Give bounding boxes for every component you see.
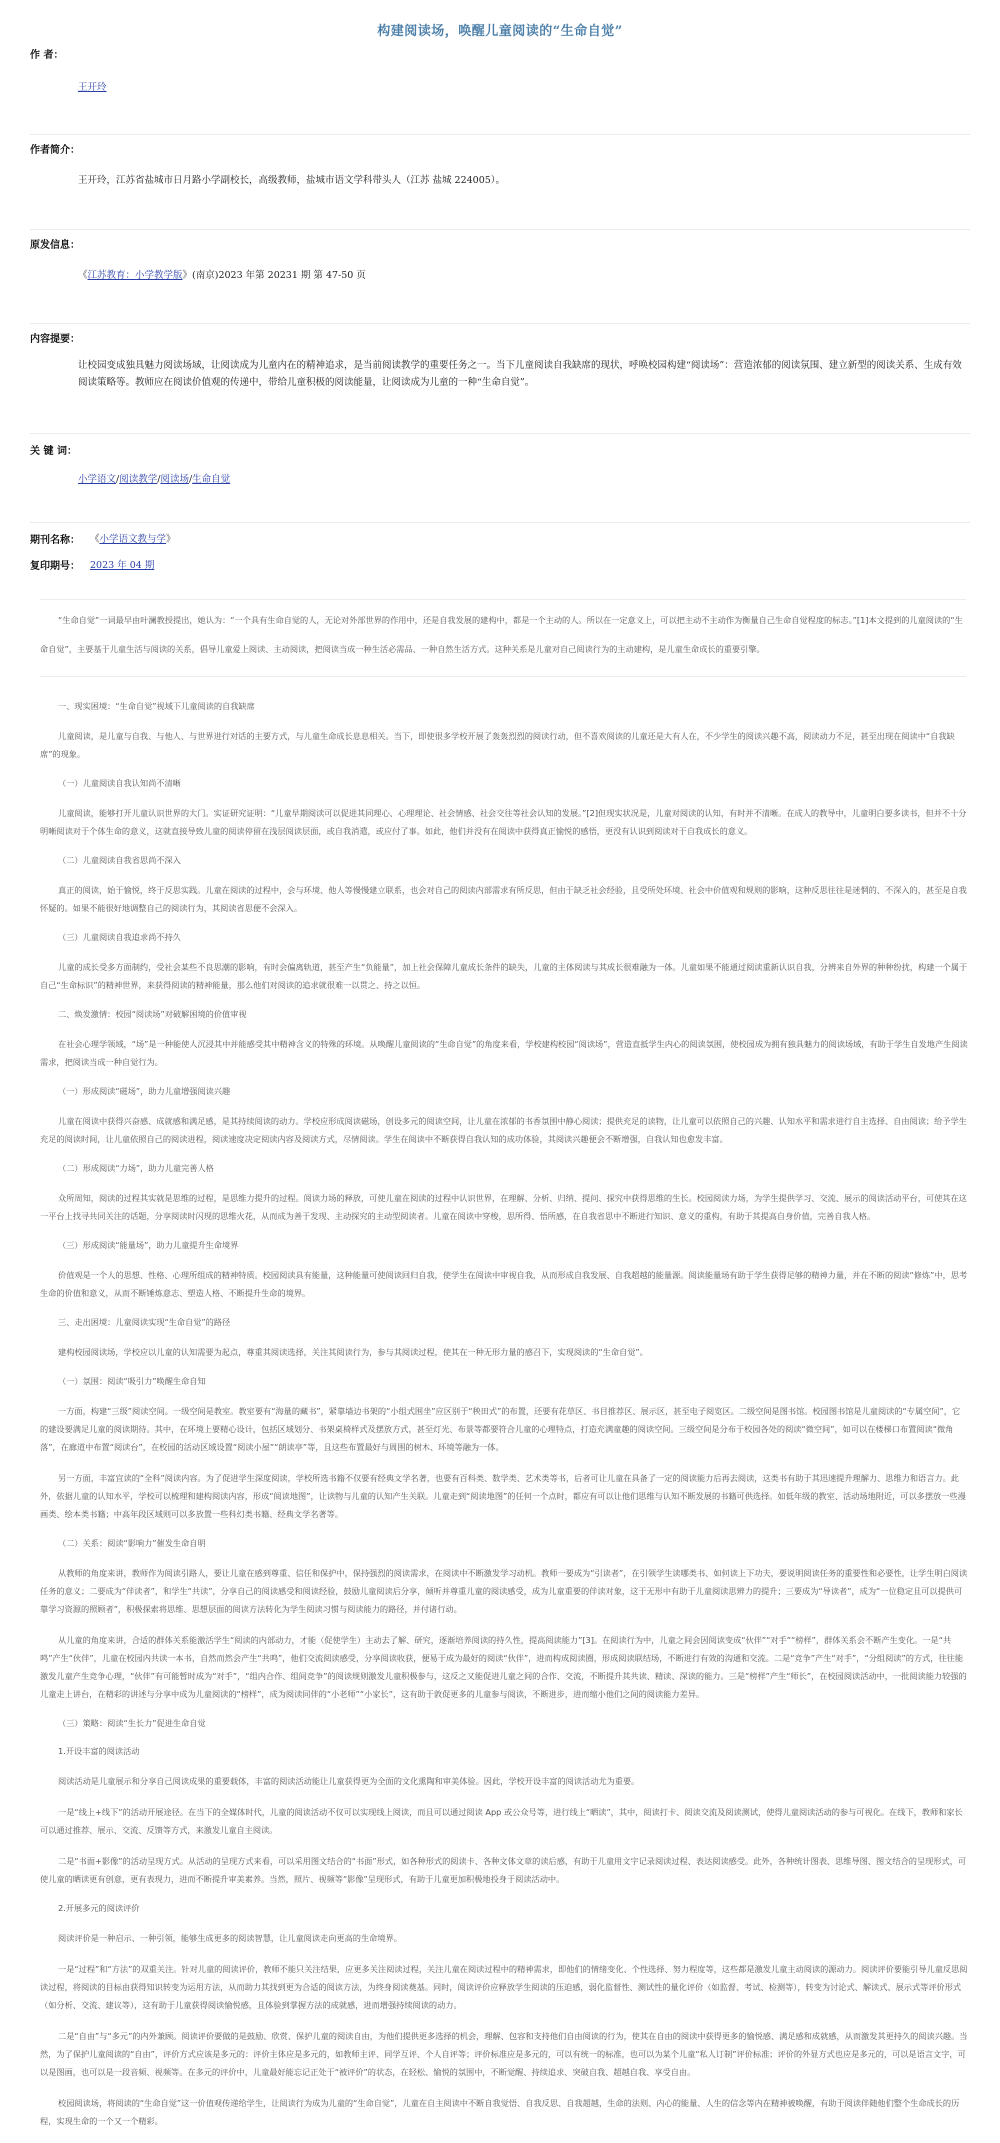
author-label: 作 者： xyxy=(30,50,64,61)
body-paragraph: 儿童阅读，能够打开儿童认识世界的大门。实证研究证明：“儿童早期阅读可以促进其同理心、心理理论、社会情感、社会交往等社会认知的发展。”[2]但现实状况是，儿童对阅读的认知，有时并不清晰。在成人的教导中，儿童明白要多读书，但并不十分明晰阅读对于个体生命的意义，这就直接导致儿童的阅读停留在浅层阅读层面，或自我消遣，或应付了事。如此，他们并没有在阅读中获得真正愉悦的感悟，更没有认识到阅读对于自我成长的意义。 xyxy=(40,808,967,836)
keyword-link[interactable]: 生命自觉 xyxy=(192,474,231,485)
abstract-section xyxy=(0,324,1000,433)
section-heading: （三）策略：阅读“生长力”促进生命自觉 xyxy=(58,1718,206,1728)
keywords-section xyxy=(0,434,1000,522)
body-paragraph: 二是“书面+影像”的活动呈现方式。从活动的呈现方式来看，可以采用图文结合的“书面”形式，如各种形式的阅读卡、各种文体文章的读后感，有助于儿童用文字记录阅读过程、表达阅读感受。此外，各种统计图表、思维导图、图文结合的呈现形式，可使儿童的晒读更有创意，更有表现力，进而不断提升审美素养。当然，照片、视频等“影像”呈现形式，有助于儿童更加积极地投身于阅读活动中。 xyxy=(40,1856,967,1884)
body-paragraph: 价值观是一个人的思想、性格、心理所组成的精神特质。校园阅读具有能量，这种能量可使阅读回归自我，使学生在阅读中审视自我，从而形成自我发展、自我超越的能量源。阅读能量场有助于学生获得足够的精神力量，并在不断的阅读“修炼”中，思考生命的价值和意义，从而不断锤炼意志、塑造人格、不断提升生命的境界。 xyxy=(40,1270,968,1298)
body-paragraph: 儿童在阅读中获得兴奋感、成就感和满足感，是其持续阅读的动力。学校应形成阅读磁场，创设多元的阅读空间，让儿童在浓郁的书香氛围中静心阅读；提供充足的读物，让儿童可以依照自己的兴趣、认知水平和需求进行自主选择、自由阅读；给予学生充足的阅读时间，让儿童依照自己的阅读进程，阅读速度决定阅读内容及阅读方式，尽情阅读。学生在阅读中不断获得自我认知的成功体验，其阅读兴趣便会不断增强，自我认知也愈发丰富。 xyxy=(40,1116,967,1144)
section-heading: （一）形成阅读“磁场”，助力儿童增强阅读兴趣 xyxy=(58,1086,231,1096)
body-paragraph: 阅读评价是一种启示、一种引领，能够生成更多的阅读智慧，让儿童阅读走向更高的生命境界。 xyxy=(58,1933,402,1943)
body-paragraph: 二是“自由”与“多元”的内外兼顾。阅读评价要做的是鼓励、欣赏、保护儿童的阅读自由，为他们提供更多选择的机会，理解、包容和支持他们自由阅读的行为，使其在自由的阅读中获得更多的愉悦感、满足感和成就感，从而激发其更持久的阅读兴趣。当然，为了保护儿童阅读的“自由”，评价方式应该是多元的：评价主体应是多元的，如教师主评、同学互评、个人自评等；评价标准应是多元的，可以有统一的标准，也可以为某个儿童“私人订制”评价标准；评价的外显方式也应是多元的，可以是语言文字，可以是图画，也可以是一段音频、视频等。在多元的评价中，儿童最好能忘记正处于“被评价”的状态，在轻松、愉悦的氛围中，不断觉醒、持续追求、突破自我、超越自我、享受自由。 xyxy=(40,2031,968,2077)
body-paragraph: 阅读活动是儿童展示和分享自己阅读成果的重要载体，丰富的阅读活动能让儿童获得更为全面的文化熏陶和审美体验。因此，学校开设丰富的阅读活动尤为重要。 xyxy=(58,1776,640,1786)
body-paragraph: 从教师的角度来讲，教师作为阅读引路人，要让儿童在感到尊重、信任和保护中，保持强烈的阅读需求，在阅读中不断激发学习动机。教师一要成为“引读者”，在引领学生读哪类书、如何读上下功夫，要说明阅读任务的重要性和必要性，让学生明白阅读任务的意义；二要成为“伴读者”，和学生“共读”，分享自己的阅读感受和阅读经验，鼓励儿童阅读后分享，倾听并尊重儿童的阅读感受，成为儿童重要的伴读对象，这于无形中有助于儿童阅读思辨力的提升；三要成为“导读者”，成为“一位稳定且可以提供可靠学习资源的照顾者”，积极探索将思维、思想层面的阅读方法转化为学生阅读习惯与阅读能力的路径，并付诸行动。 xyxy=(40,1568,968,1614)
section-heading: （三）形成阅读“能量场”，助力儿童提升生命境界 xyxy=(58,1240,239,1250)
article-title: 构建阅读场，唤醒儿童阅读的“生命自觉” xyxy=(377,24,623,39)
body-paragraph: 建构校园阅读场，学校应以儿童的认知需要为起点，尊重其阅读选择，关注其阅读行为，参与其阅读过程，使其在一种无形力量的感召下，实现阅读的“生命自觉”。 xyxy=(58,1347,648,1357)
author-link[interactable]: 王开玲 xyxy=(78,82,107,93)
body-paragraph: 在社会心理学领域，“场”是一种能使人沉浸其中并能感受其中精神含义的特殊的环境。从唤醒儿童阅读的“生命自觉”的角度来看，学校建构校园“阅读场”，营造直抵学生内心的阅读氛围，使校园成为拥有独具魅力的阅读场域，有助于学生自发地产生阅读需求，把阅读当成一种自觉行为。 xyxy=(40,1039,968,1067)
body-paragraph: 真正的阅读，始于愉悦，终于反思实践。儿童在阅读的过程中，会与环境、他人等慢慢建立联系，也会对自己的阅读内部需求有所反思，但由于缺乏社会经验，且受所处环境、社会中价值观和规则的影响，这种反思往往是迷惘的、不深入的，甚至是自我怀疑的。如果不能很好地调整自己的阅读行为，其阅读省思便不会深入。 xyxy=(40,885,967,913)
author-bio-label: 作者简介： xyxy=(30,145,80,156)
article-body xyxy=(0,606,1000,2130)
body-paragraph: 一方面，构建“三级”阅读空间。一级空间是教室。教室要有“海量的藏书”，紧靠墙边书架的“小组式围坐”应区别于“秧田式”的布置，还要有花草区、书目推荐区、展示区，甚至电子阅览区。二级空间是图书馆。校园图书馆是儿童阅读的“专属空间”，它的建设要满足儿童的阅读期待。其中，在环境上要精心设计，包括区域划分、书架桌椅样式及摆放方式，甚至灯光、布景等都要符合儿童的心理特点，打造充满童趣的阅读空间。三级空间是分布于校园各处的阅读“微空间”，如可以在楼梯口布置阅读“微角落”，在廊道中布置“阅读台”，在校园的活动区域设置“阅读小屋”“朗读亭”等，且这些布置最好与周围的树木、环境等融为一体。 xyxy=(40,1406,961,1452)
section-heading: 1.开设丰富的阅读活动 xyxy=(58,1746,140,1756)
periodical-link[interactable]: 小学语文教与学 xyxy=(99,534,167,545)
author-bio-section xyxy=(0,135,1000,229)
section-heading: 二、焕发激情：校园“阅读场”对破解困境的价值审视 xyxy=(58,1009,247,1019)
body-paragraph: 另一方面，丰富宜读的“全科”阅读内容。为了促进学生深度阅读，学校所选书籍不仅要有经典文学名著，也要有百科类、数学类、艺术类等书，后者可让儿童在具备了一定的阅读能力后再去阅读，这类书有助于其迅速提升理解力、思维力和语言力。此外，依据儿童的认知水平，学校可以梳理和建构阅读内容，形成“阅读地图”，让读物与儿童的认知产生关联。儿童走到“阅读地图”的任何一个点时，都应有可以让他们思维与认知不断发展的书籍可供选择。如低年级的教室、活动场地附近，可以多摆放一些漫画类、绘本类书籍；中高年段区域则可以多放置一些科幻类书籍、经典文学名著等。 xyxy=(40,1473,966,1519)
reprint-row xyxy=(0,549,1000,599)
section-heading: （二）关系：阅读“影响力”催发生命自明 xyxy=(58,1538,206,1548)
keywords-list: 小学语文/阅读教学/阅读场/生命自觉 xyxy=(78,474,231,485)
body-paragraph: 儿童阅读，是儿童与自我、与他人、与世界进行对话的主要方式，与儿童生命成长息息相关。当下，即使很多学校开展了轰轰烈烈的阅读行动，但不喜欢阅读的儿童还是大有人在，不少学生的阅读兴趣不高，阅读动力不足，甚至出现在阅读中“自我缺席”的现象。 xyxy=(40,731,955,759)
source-label: 原发信息： xyxy=(30,240,80,251)
section-heading: 一、现实困境：“生命自觉”视域下儿童阅读的自我缺席 xyxy=(58,701,255,711)
keywords-label: 关 键 词： xyxy=(30,446,77,457)
article-sections xyxy=(40,699,968,2130)
periodical-label: 期刊名称： xyxy=(30,534,80,546)
body-paragraph: 一是“过程”和“方法”的双重关注。针对儿童的阅读评价，教师不能只关注结果，应更多关注阅读过程，关注儿童在阅读过程中的精神需求，即他们的情绪变化、个性选择、努力程度等，这些都是激发儿童主动阅读的源动力。阅读评价要能引导儿童反思阅读过程，将阅读的目标由获得知识转变为运用方法，从而助力其找到更为合适的阅读方法，为终身阅读奠基。同时，阅读评价应释放学生阅读的压迫感，弱化监督性、测试性的量化评价（如监督、考试、检测等），转变为讨论式、解读式、展示式等评价形式（如分析、交流、建议等），这有助于儿童获得阅读愉悦感，且体验到掌握方法的成就感，进而增强持续阅读的动力。 xyxy=(40,1964,968,2010)
source-journal-link[interactable]: 江苏教育：小学教学版 xyxy=(87,270,183,281)
section-heading: 2.开展多元的阅读评价 xyxy=(58,1903,140,1913)
body-paragraph: 校园阅读场，将阅读的“生命自觉”这一价值观传递给学生，让阅读行为成为儿童的“生命自觉”，儿童在自主阅读中不断自我觉悟、自我反思、自我超越，生命的法则、内心的能量、人生的信念等内在精神被唤醒，有助于阅读伴随他们整个生命成长的历程，实现生命的一个又一个精彩。 xyxy=(40,2098,960,2126)
section-heading: （一）儿童阅读自我认知尚不清晰 xyxy=(58,778,181,788)
intro-paragraph: “生命自觉”一词最早由叶澜教授提出，她认为：“一个具有生命自觉的人，无论对外部世界的作用中，还是自我发展的建构中，都是一个主动的人。所以在一定意义上，可以把主动不主动作为衡量自己生命自觉程度的标志。”[1]本文提到的儿童阅读的“生命自觉”，主要基于儿童生活与阅读的关系，倡导儿童爱上阅读、主动阅读，把阅读当成一种生活必需品、一种自然生活方式。这种关系是儿童对自己阅读行为的主动建构，是儿童生命成长的重要引擎。 xyxy=(40,615,963,654)
keyword-link[interactable]: 阅读教学 xyxy=(119,474,158,485)
abstract-text: 让校园变成独具魅力阅读场域，让阅读成为儿童内在的精神追求，是当前阅读教学的重要任务之一。当下儿童阅读自我缺席的现状，呼唤校园构建“阅读场”：营造浓郁的阅读氛围、建立新型的阅读关系、生成有效阅读策略等。教师应在阅读价值观的传递中，带给儿童积极的阅读能量，让阅读成为儿童的一种“生命自觉”。 xyxy=(78,360,962,388)
section-heading: （二）儿童阅读自我省思尚不深入 xyxy=(58,855,181,865)
section-heading: （一）氛围：阅读“吸引力”唤醒生命自知 xyxy=(58,1376,206,1386)
divider xyxy=(40,676,966,677)
keyword-link[interactable]: 阅读场 xyxy=(160,474,189,485)
reprint-label: 复印期号： xyxy=(30,561,80,572)
periodical-row: 期刊名称： 《小学语文教与学》 xyxy=(0,523,1000,549)
body-paragraph: 众所周知，阅读的过程其实就是思维的过程，是思维力提升的过程。阅读力场的释放，可使儿童在阅读的过程中认识世界，在理解、分析、归纳、提问、探究中获得思维的生长。校园阅读力场，为学生提供学习、交流、展示的阅读活动平台，可使其在这一平台上找寻共同关注的话题，分享阅读时闪现的思维火花，从而成为善于发现、主动探究的主动型阅读者。儿童在阅读中穿梭，思所得、悟所感，在自我省思中不断进行知识、意义的重构，有助于其提高自身价值，完善自我人格。 xyxy=(40,1193,967,1221)
section-heading: 三、走出困境：儿童阅读实现“生命自觉”的路径 xyxy=(58,1317,231,1327)
section-heading: （二）形成阅读“力场”，助力儿童完善人格 xyxy=(58,1163,214,1173)
body-paragraph: 一是“线上+线下”的活动开展途径。在当下的全媒体时代，儿童的阅读活动不仅可以实现线上阅读，而且可以通过阅读 App 或公众号等，进行线上“晒读”，其中，阅读打卡、阅读交流及阅读测试，使得儿童阅读活动的参与可视化。在线下，教师和家长可以通过推荐、展示、交流、反馈等方式，来激发儿童自主阅读。 xyxy=(40,1807,963,1835)
abstract-label: 内容提要： xyxy=(30,334,80,345)
body-paragraph: 儿童的成长受多方面制约，受社会某些不良思潮的影响，有时会偏离轨道，甚至产生“负能量”，加上社会保障儿童成长条件的缺失，儿童的主体阅读与其成长很难融为一体。儿童如果不能通过阅读重新认识自我，分辨来自外界的种种纷扰，构建一个属于自己“生命标识”的精神世界，来获得阅读的精神能量，那么他们对阅读的追求就很难一以贯之、持之以恒。 xyxy=(40,962,968,990)
reprint-issue-link[interactable]: 2023 年 04 期 xyxy=(90,560,155,571)
source-detail: (南京)2023 年第 20231 期 第 47-50 页 xyxy=(192,270,366,281)
author-bio-text: 王开玲，江苏省盐城市日月路小学副校长，高级教师，盐城市语文学科带头人（江苏 盐城 224005）。 xyxy=(78,175,506,186)
keyword-link[interactable]: 小学语文 xyxy=(78,474,117,485)
section-heading: （三）儿童阅读自我追求尚不持久 xyxy=(58,932,181,942)
source-section: 原发信息： 《江苏教育：小学教学版》(南京)2023 年第 20231 期 第 47-50 页 xyxy=(0,230,1000,323)
author-section xyxy=(0,46,1000,134)
body-paragraph: 从儿童的角度来讲，合适的群体关系能激活学生“阅读的内部动力，才能（促使学生）主动去了解、研究，逐渐培养阅读的持久性，提高阅读能力”[3]。在阅读行为中，儿童之间会因阅读变成“伙伴”“对手”“榜样”，群体关系会不断产生变化。一是“共鸣”产生“伙伴”，儿童在校园内共读一本书，自然而然会产生“共鸣”，他们交流阅读感受，分享阅读收获，便易于成为最好的阅读“伙伴”，进而构成阅读圈，形成阅读联结场，不断进行有效的沟通和交流。二是“竞争”产生“对手”，“分组阅读”的方式，往往能激发儿童产生竞争心理，“伙伴”有可能暂时成为“对手”，“组内合作、组间竞争”的阅读规则激发儿童积极参与，这反之又能促进儿童之间的合作、交流，不断提升其共读、精读、深读的能力。三是“榜样”产生“师长”，在校园阅读活动中，一批阅读能力较强的儿童走上讲台，在精彩的讲述与分享中成为儿童阅读的“榜样”，成为阅读同伴的“小老师”“小家长”，这有助于敦促更多的儿童参与阅读，不断进步，进而缩小他们之间的阅读能力差异。 xyxy=(40,1635,967,1699)
divider xyxy=(40,599,966,600)
